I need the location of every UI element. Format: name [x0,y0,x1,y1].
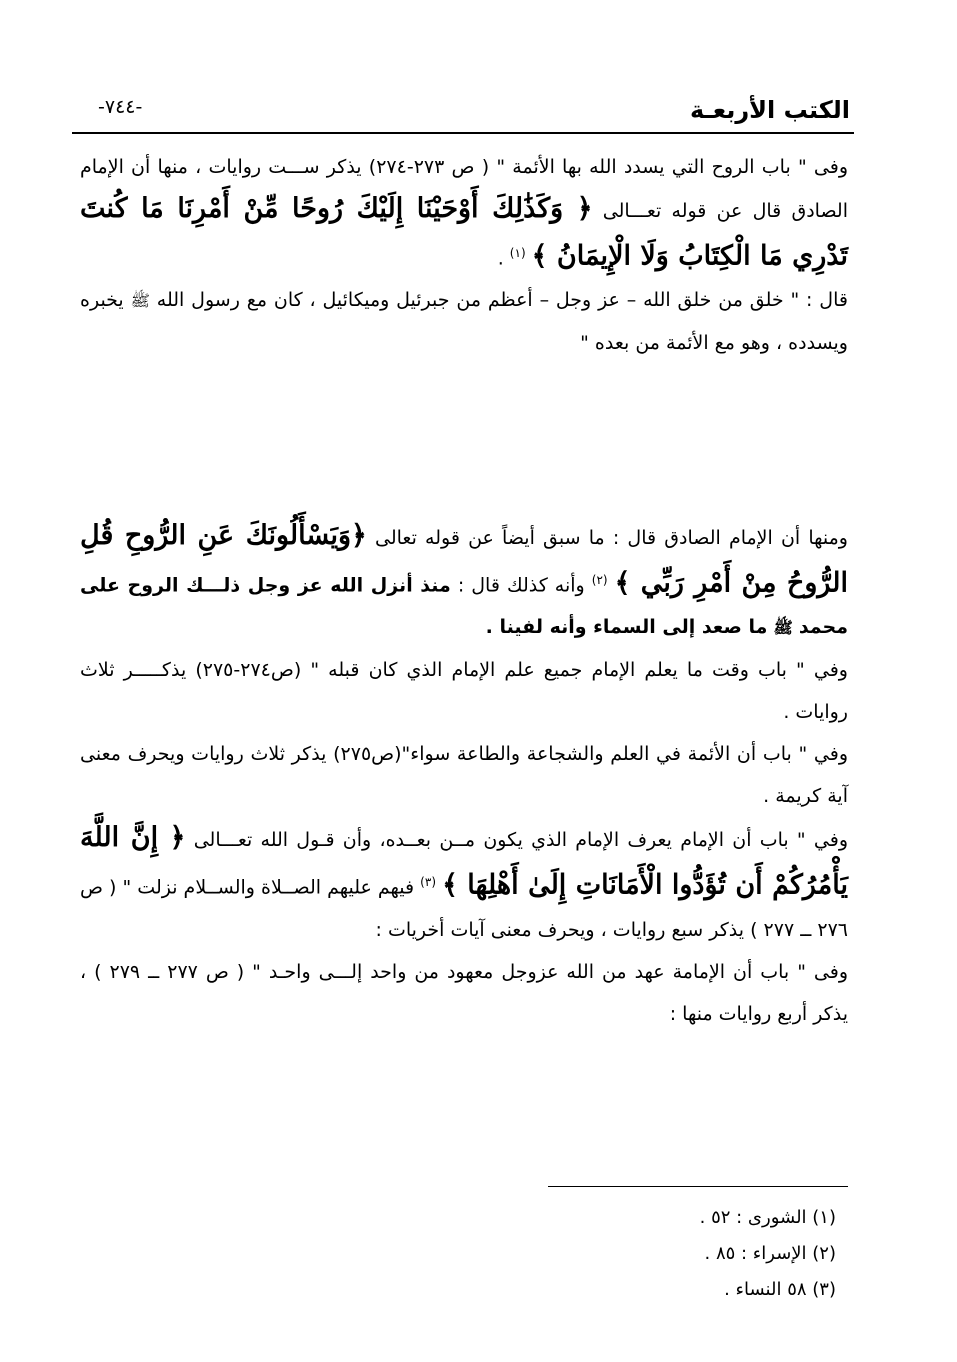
paragraph-7: وفى " باب أن الإمامة عهد من الله عزوجل معهود من واحد إلـــى واحـد " ( ص ٢٧٧ ــ ٢٧٩ ) ، يذكر أربع روايات منها : [80,960,849,1025]
body-block-1 [80,146,848,364]
salawat-symbol: ﷺ [773,618,793,638]
quran-verse-2: ﴿وَيَسْأَلُونَكَ عَنِ الرُّوحِ قُلِ الرُّوحُ مِنْ أَمْرِ رَبِّي ﴾ [80,520,848,599]
page-header [72,92,854,134]
running-title: الكتب الأربعـة [690,96,850,124]
footnote-separator [548,1186,848,1187]
paragraph-3-intro: ومنها أن الإمام الصادق قال : ما سبق أيضاً عن قوله تعالى [375,527,848,549]
footnotes [500,1200,836,1308]
footnote-marker-1: (١) [509,246,526,260]
footnote-3: (٣) ٥٨ النساء . [724,1279,836,1300]
page-number: -٧٤٤- [98,96,143,118]
quran-verse-3: ﴿ إِنَّ اللَّهَ يَأْمُرُكُمْ أَن تُؤَدُّوا الْأَمَانَاتِ إِلَىٰ أَهْلِهَا ﴾ [80,822,848,901]
paragraph-6 [80,817,848,950]
paragraph-2-text-a: قال : " خلق من خلق الله – عز وجل – أعظم من جبرئيل وميكائيل ، كان مع رسول الله [156,289,848,312]
paragraph-3-mid: وأنه كذلك قال : [457,574,585,597]
paragraph-1-tail: . [497,247,504,270]
footnote-2: (٢) الإسراء : ٨٥ . [704,1243,836,1264]
paragraph-5: وفي " باب أن الأئمة في العلم والشجاعة والطاعة سواء"(ص٢٧٥) يذكر ثلاث روايات ويحرف معنى آية كريمة . [80,743,848,808]
footnote-1: (١) الشورى : ٥٢ . [699,1207,836,1228]
salawat-symbol: ﷺ [130,291,150,311]
quran-verse-1: ﴿ وَكَذَٰلِكَ أَوْحَيْنَا إِلَيْكَ رُوحًا مِّنْ أَمْرِنَا مَا كُنتَ تَدْرِي مَا الْكِتَابُ وَلَا الْإِيمَانُ ﴾ [80,193,848,272]
footnote-marker-3: (٣) [420,875,436,890]
paragraph-3-bold-a: منذ أنزل الله عز وجل ذلـــك الروح على محمد [80,574,848,639]
paragraph-2-text-b: يخبره ويسدده ، وهو مع الأئمة من بعده " [80,289,848,355]
paragraph-6-tail: فيهم عليهم الصــلاة والســلام نزلت " ( ص ٢٧٦ ــ ٢٧٧ ) يذكر سبع روايات ، ويحرف معنى آيات أخريات : [80,876,848,941]
paragraph-3-bold-b: ما صعد إلى السماء وأنه لفينا . [485,616,768,639]
paragraph-1-intro: وفى " باب الروح التي يسدد الله بها الأئمة " ( ص ٢٧٣-٢٧٤) يذكر ســـت روايات ، منها أن الإمام الصادق قال عن قوله تعـــالى [80,156,848,222]
footnote-marker-2: (٢) [591,573,608,587]
paragraph-6-intro: وفي " باب أن الإمام يعرف الإمام الذي يكون مــن بعــده، وأن قـول الله تعـــالى [193,829,848,852]
paragraph-3 [80,515,848,649]
body-block-2 [80,515,848,1035]
paragraph-2 [80,279,848,364]
paragraph-1 [80,146,848,279]
paragraph-4: وفي " باب وقت ما يعلم الإمام جميع علم الإمام الذي كان قبله " (ص٢٧٤-٢٧٥) يذكـــــر ثلاث روايات . [80,659,848,724]
